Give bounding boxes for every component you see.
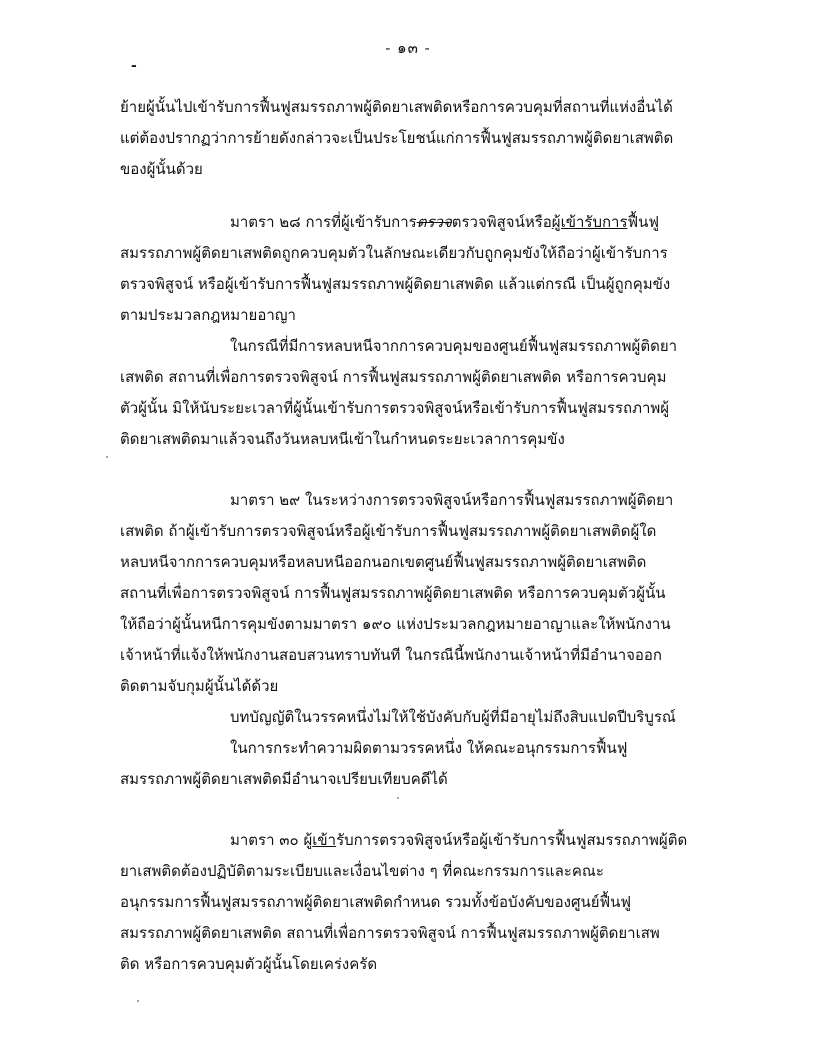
text-line: สมรรถภาพผู้ติดยาเสพติดถูกควบคุมตัวในลักษณะเดียวกับถูกคุมขังให้ถือว่าผู้เข้ารับการ	[120, 244, 668, 262]
text-line: แต่ต้องปรากฏว่าการย้ายดังกล่าวจะเป็นประโยชน์แก่การฟื้นฟูสมรรถภาพผู้ติดยาเสพติด	[120, 129, 674, 147]
text-line: ย้ายผู้นั้นไปเข้ารับการฟื้นฟูสมรรถภาพผู้ติดยาเสพติดหรือการควบคุมที่สถานที่แห่งอื่นได้	[120, 98, 673, 116]
section-28-text: มาตรา ๒๘ การที่ผู้เข้ารับการ	[230, 213, 417, 231]
text-line: ติดยาเสพติดมาแล้วจนถึงวันหลบหนีเข้าในกำหนดระยะเวลาการคุมขัง	[120, 430, 565, 448]
section-30	[120, 825, 744, 980]
section-30-text: รับการตรวจพิสูจน์หรือผู้เข้ารับการฟื้นฟูสมรรถภาพผู้ติด	[336, 831, 688, 849]
text-line: ในการกระทำความผิดตามวรรคหนึ่ง ให้คณะอนุกรรมการฟื้นฟู	[230, 739, 628, 757]
scan-speck	[106, 456, 108, 458]
corner-mark: -	[131, 58, 137, 74]
scan-speck	[397, 797, 399, 799]
text-line: บทบัญญัติในวรรคหนึ่งไม่ให้ใช้บังคับกับผู้ที่มีอายุไม่ถึงสิบแปดปีบริบูรณ์	[230, 708, 676, 726]
scan-speck	[137, 1000, 139, 1002]
text-line: เจ้าหน้าที่แจ้งให้พนักงานสอบสวนทราบทันที ในกรณีนี้พนักงานเจ้าหน้าที่มีอำนาจออก	[120, 646, 662, 664]
document-body	[120, 92, 744, 980]
section-30-text: มาตรา ๓๐ ผู้	[230, 831, 313, 849]
text-line: ตรวจพิสูจน์ หรือผู้เข้ารับการฟื้นฟูสมรรถภาพผู้ติดยาเสพติด แล้วแต่กรณี เป็นผู้ถูกคุมขัง	[120, 275, 671, 293]
section-28-paragraph-2	[120, 331, 744, 455]
text-line: ติดตามจับกุมผู้นั้นได้ด้วย	[120, 677, 279, 695]
section-28-text: ฟื้นฟู	[627, 213, 660, 231]
text-line: เสพติด สถานที่เพื่อการตรวจพิสูจน์ การฟื้นฟูสมรรถภาพผู้ติดยาเสพติด หรือการควบคุม	[120, 368, 667, 386]
text-line: สมรรถภาพผู้ติดยาเสพติด สถานที่เพื่อการตรวจพิสูจน์ การฟื้นฟูสมรรถภาพผู้ติดยาเสพ	[120, 924, 660, 942]
text-line: สถานที่เพื่อการตรวจพิสูจน์ การฟื้นฟูสมรรถภาพผู้ติดยาเสพติด หรือการควบคุมตัวผู้นั้น	[120, 584, 666, 602]
text-line: เสพติด ถ้าผู้เข้ารับการตรวจพิสูจน์หรือผู้เข้ารับการฟื้นฟูสมรรถภาพผู้ติดยาเสพติดผู้ใด	[120, 522, 657, 540]
page-number: - ๑๓ -	[385, 39, 431, 57]
section-28-text: ตรวจพิสูจน์หรือ	[451, 213, 552, 231]
section-30-heading-line	[120, 825, 744, 856]
struck-text: ตรวจ	[416, 213, 452, 231]
text-line: ยาเสพติดต้องปฏิบัติตามระเบียบและเงื่อนไขต่าง ๆ ที่คณะกรรมการและคณะ	[120, 862, 604, 880]
text-line: อนุกรรมการฟื้นฟูสมรรถภาพผู้ติดยาเสพติดกำหนด รวมทั้งข้อบังคับของศูนย์ฟื้นฟู	[120, 893, 632, 911]
text-line: สมรรถภาพผู้ติดยาเสพติดมีอำนาจเปรียบเทียบคดีได้	[120, 770, 448, 788]
text-line: ติด หรือการควบคุมตัวผู้นั้นโดยเคร่งครัด	[120, 955, 378, 973]
underlined-text: ผู้เข้ารับการ	[551, 213, 628, 231]
text-line: ให้ถือว่าผู้นั้นหนีการคุมขังตามมาตรา ๑๙๐ แห่งประมวลกฎหมายอาญาและให้พนักงาน	[120, 615, 671, 633]
section-28-heading-line	[120, 207, 744, 238]
text-line: หลบหนีจากการควบคุมหรือหลบหนีออกนอกเขตศูนย์ฟื้นฟูสมรรถภาพผู้ติดยาเสพติด	[120, 553, 647, 571]
section-29-paragraph-2	[120, 702, 744, 733]
section-29	[120, 485, 744, 702]
text-line: ตัวผู้นั้น มิให้นับระยะเวลาที่ผู้นั้นเข้ารับการตรวจพิสูจน์หรือเข้ารับการฟื้นฟูสมรรถภาพผู้	[120, 399, 670, 417]
section-28	[120, 207, 744, 331]
text-line: ในกรณีที่มีการหลบหนีจากการควบคุมของศูนย์ฟื้นฟูสมรรถภาพผู้ติดยา	[230, 337, 678, 355]
underlined-text: เข้า	[312, 831, 337, 849]
section-29-paragraph-3	[120, 733, 744, 795]
text-line: ของผู้นั้นด้วย	[120, 160, 203, 178]
paragraph-intro	[120, 92, 744, 185]
text-line: มาตรา ๒๙ ในระหว่างการตรวจพิสูจน์หรือการฟื้นฟูสมรรถภาพผู้ติดยา	[230, 491, 674, 509]
text-line: ตามประมวลกฎหมายอาญา	[120, 306, 296, 324]
